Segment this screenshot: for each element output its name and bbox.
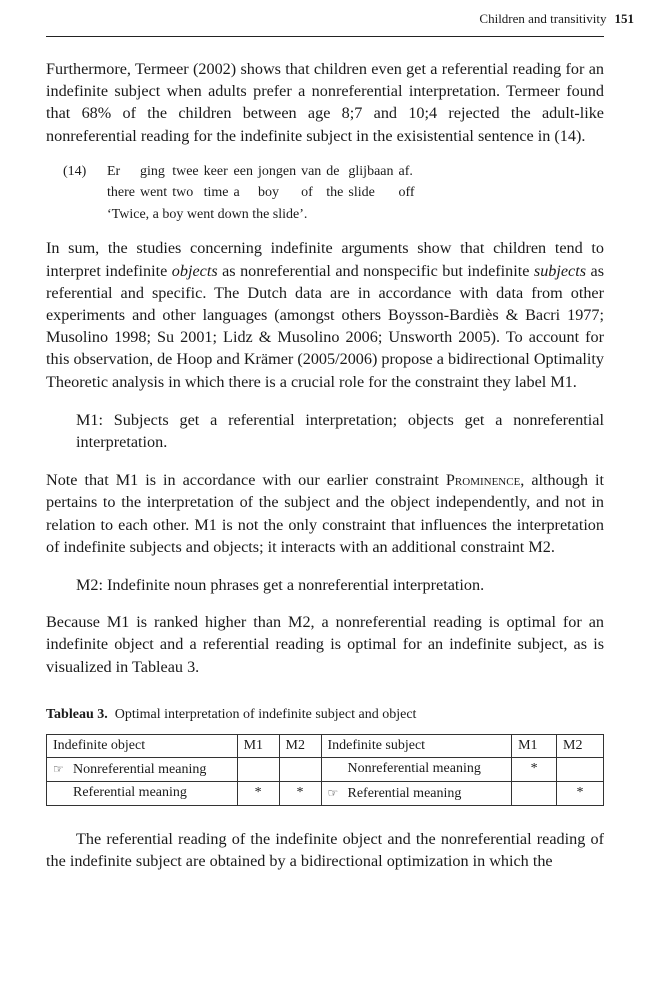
violation-cell [512,781,557,805]
violation-cell: * [512,757,557,781]
gloss: a [233,185,240,201]
running-title: Children and transitivity [479,11,607,26]
word: glijbaan [348,163,394,179]
word: jongen [257,163,297,179]
candidate-cell: Nonreferential meaning [321,757,512,781]
word: de [326,163,340,179]
gloss: boy [257,185,279,201]
constraint-m2: M2: Indefinite noun phrases get a nonreferential interpretation. [76,575,485,594]
violation-cell [557,757,604,781]
gloss: time [203,185,229,201]
running-header [479,11,634,27]
gloss: the [326,185,344,201]
interlinear-gloss [107,161,420,204]
header-cell: M1 [237,734,279,757]
gloss: two [172,185,194,201]
header-cell: M1 [512,734,557,757]
pointing-hand-icon: ☞ [327,785,339,800]
prominence-term: Prominence [445,471,521,490]
paragraph-4: Because M1 is ranked higher than M2, a nonreferential reading is optimal for an indefinite object and a referential reading is optimal for an indefinite subject, as is visualized in Tableau 3. [46,613,604,676]
gloss: of [301,185,313,201]
gloss-line [107,182,420,204]
page-body [46,58,604,872]
tableau-caption [46,704,604,726]
header-rule [46,36,604,37]
word: ging [139,163,165,179]
paragraph-2: In sum, the studies concerning indefinite arguments show that children tend to interpret indefinite objects as nonreferential and nonspecific but indefinite subjects as referential and specific. The Dutch data are in accordance with data from other experiments and other languages (amongst others Boysson-Bardiès & Bacri 1977; Musolino 1998; Su 2001; Lidz & Musolino 2006; Unsworth 2005). To account for this observation, de Hoop and Krämer (2005/2006) propose a bidirectional Optimality Theoretic analysis in which there is a crucial role for the constraint they label M1. [46,239,604,391]
header-cell: Indefinite object [47,734,238,757]
emphasis-subjects: subjects [533,261,587,280]
violation-cell [279,757,321,781]
paragraph-3: Note that M1 is in accordance with our earlier constraint Prominence, although it pertains to the interpretation of the subject and the object independently, and not in relation to each other. M1 is not the only constraint that influences the interpretation of indefinite subjects and objects; it interacts with an additional constraint M2. [46,471,604,556]
tableau-row [47,757,604,781]
example-number: (14) [63,163,87,179]
tableau-title: Optimal interpretation of indefinite subject and object [114,706,417,722]
candidate-cell: Referential meaning [47,781,238,805]
pointing-hand-icon: ☞ [53,761,64,776]
word: af. [398,163,413,179]
violation-cell: * [279,781,321,805]
violation-cell: * [557,781,604,805]
word: van [301,163,322,179]
constraint-m1: M1: Subjects get a referential interpretation; objects get a nonreferential interpretation. [76,410,604,451]
header-cell: M2 [557,734,604,757]
gloss: off [398,185,415,201]
candidate-cell: ☞ Referential meaning [321,781,512,805]
tableau-label: Tableau 3. [46,706,108,722]
violation-cell [237,757,279,781]
paragraph-1: Furthermore, Termeer (2002) shows that children even get a referential reading for an indefinite subject when adults prefer a nonreferential interpretation. Termeer found that 68% of the children between age 8;7 and 10;4 rejected the adult-like nonreferential reading for the indefinite subject in the exisistential sentence in (14). [46,60,604,145]
tableau-3 [46,734,604,806]
example-14 [63,161,604,226]
candidate-cell: ☞ Nonreferential meaning [47,757,238,781]
source-line [107,161,420,183]
tableau-row [47,781,604,805]
header-cell: M2 [279,734,321,757]
tableau-header-row [47,734,604,757]
word: twee [172,163,199,179]
translation-line: ‘Twice, a boy went down the slide’. [107,206,308,222]
emphasis-objects: objects [171,261,218,280]
word: een [233,163,253,179]
word: Er [107,163,121,179]
gloss: slide [348,185,375,201]
word: keer [203,163,228,179]
gloss: there [107,185,135,201]
paragraph-5: The referential reading of the indefinite object and the nonreferential reading of the indefinite subject are obtained by a bidirectional optimization in which the [46,829,604,871]
gloss: went [139,185,168,201]
page-number: 151 [614,11,634,26]
header-cell: Indefinite subject [321,734,512,757]
violation-cell: * [237,781,279,805]
